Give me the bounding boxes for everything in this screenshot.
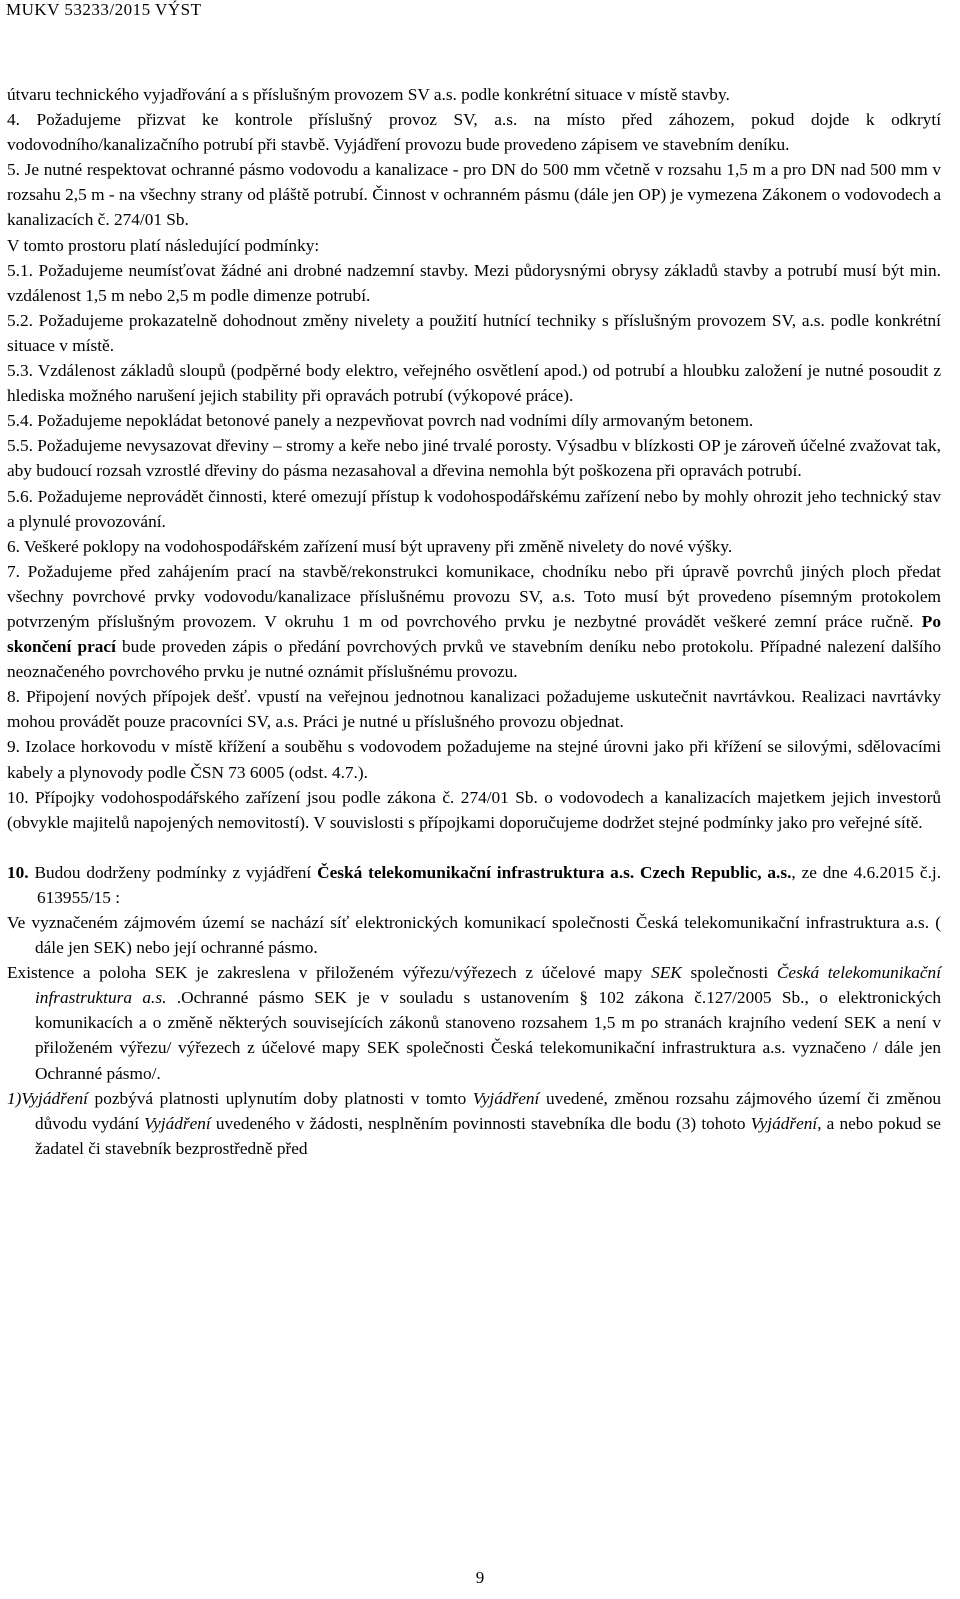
document-body [7, 82, 941, 1161]
sek-paragraph-2 [7, 960, 941, 1085]
paragraph: útvaru technického vyjadřování a s příslušným provozem SV a.s. podle konkrétní situace v místě stavby. [7, 85, 730, 104]
italic-run: Česká telekomunikační infrastruktura a.s. [35, 963, 941, 1008]
paragraph: 5.4. Požadujeme nepokládat betonové panely a nezpevňovat povrch nad vodními díly armovaným betonem. [7, 411, 754, 431]
document-header: MUKV 53233/2015 VÝST [6, 0, 202, 19]
text-run: a nebo pokud se žadatel či stavebník bezprostředně před [35, 1113, 941, 1158]
text-run: pozbývá platnosti uplynutím doby platnosti v tomto [87, 1088, 473, 1108]
sek-paragraph-3 [7, 1086, 941, 1161]
text-run: uvedeného v žádosti, nesplněním povinnosti stavebníka dle bodu (3) tohoto [210, 1113, 751, 1133]
paragraph: 5.3. Vzdálenost základů sloupů (podpěrné body elektro, veřejného osvětlení apod.) od potrubí a hloubku založení je nutné posoudit z hlediska možného narušení jejich stability při opravách potrubí (výkopové práce). [7, 361, 941, 406]
text-run: , ze dne 4.6.2015 č.j. 613955/15 : [37, 862, 942, 907]
text-run: bude proveden zápis o předání povrchových prvků ve stavebním deníku nebo protokolu. Případné nalezení dalšího neoznačeného povrchového prvku je nutné oznámit příslušnému provozu. [7, 637, 941, 682]
italic-run: Vyjádření, [750, 1113, 822, 1133]
text-run: .Ochranné pásmo SEK je v souladu s ustanovením § 102 zákona č.127/2005 Sb., o elektronických komunikacích a o změně některých souvisejících zákonů stanoveno rozsahem 1,5 m po stranách krajního vedení SEK a není v přiloženém výřezu/ výřezech z účelové mapy SEK společnosti Česká telekomunikační infrastruktura a.s. vyznačeno / dále jen Ochranné pásmo/. [35, 988, 941, 1083]
italic-run: SEK [651, 963, 682, 983]
italic-run: Vyjádření [144, 1113, 211, 1133]
text-run: společnosti [681, 963, 777, 983]
italic-run: 1)Vyjádření [7, 1088, 88, 1108]
sek-paragraph-1: Ve vyznačeném zájmovém území se nachází síť elektronických komunikací společnosti Česká telekomunikační infrastruktura a.s. ( dále jen SEK) nebo její ochranné pásmo. [7, 913, 941, 958]
paragraph: V tomto prostoru platí následující podmínky: [7, 235, 320, 255]
section-10-heading [7, 860, 941, 910]
text-run: Budou dodrženy podmínky z vyjádření [28, 862, 318, 882]
company-name: Česká telekomunikační infrastruktura a.s. Czech Republic, a.s. [317, 862, 792, 882]
text-run: Existence a poloha SEK je zakreslena v přiloženém výřezu/výřezech z účelové mapy [7, 963, 652, 983]
italic-run: Vyjádření [472, 1088, 540, 1108]
text-run: 7. Požadujeme před zahájením prací na stavbě/rekonstrukci komunikace, chodníku nebo při úpravě povrchů jiných ploch předat všechny povrchové prvky vodovodu/kanalizace příslušnému provozu SV, a.s. Toto musí být provedeno písemným protokolem potvrzeným příslušným provozem. V okruhu 1 m od povrchového prvku je nezbytné provádět veškeré zemní práce ručně. [7, 561, 941, 631]
text-run: uvedené, změnou rozsahu zájmového území či změnou důvodu vydání [35, 1088, 941, 1133]
paragraph-item-7 [7, 559, 941, 684]
paragraph: 5.5. Požadujeme nevysazovat dřeviny – stromy a keře nebo jiné trvalé porosty. Výsadbu v blízkosti OP je zároveň účelné zvažovat tak, aby budoucí rozsah vzrostlé dřeviny do pásma nezasahoval a dřevina nemohla být poškozena při opravách potrubí. [7, 436, 941, 481]
paragraph: 5.2. Požadujeme prokazatelně dohodnout změny nivelety a použití hutnící techniky s příslušným provozem SV, a.s. podle konkrétní situace v místě. [7, 310, 941, 355]
spacer [7, 835, 941, 860]
bold-run: Po skončení prací [7, 611, 941, 657]
paragraph: 8. Připojení nových přípojek dešť. vpustí na veřejnou jednotnou kanalizaci požadujeme uskutečnit navrtávkou. Realizaci navrtávky mohou provádět pouze pracovníci SV, a.s. Práci je nutné u příslušného provozu objednat. [7, 687, 941, 732]
paragraph: 5.1. Požadujeme neumísťovat žádné ani drobné nadzemní stavby. Mezi půdorysnými obrysy základů stavby a potrubí musí být min. vzdálenost 1,5 m nebo 2,5 m podle dimenze potrubí. [7, 260, 941, 305]
paragraph: 4. Požadujeme přizvat ke kontrole příslušný provoz SV, a.s. na místo před záhozem, pokud dojde k odkrytí vodovodního/kanalizačního potrubí při stavbě. Vyjádření provozu bude provedeno zápisem ve stavebním deníku. [7, 110, 941, 155]
paragraph: 10. Přípojky vodohospodářského zařízení jsou podle zákona č. 274/01 Sb. o vodovodech a kanalizacích majetkem jejich investorů (obvykle majitelů napojených nemovitostí). V souvislosti s přípojkami doporučujeme dodržet stejné podmínky jako pro veřejné sítě. [7, 787, 941, 832]
paragraph: 9. Izolace horkovodu v místě křížení a souběhu s vodovodem požadujeme na stejné úrovni jako při křížení se silovými, sdělovacími kabely a plynovody podle ČSN 73 6005 (odst. 4.7.). [7, 737, 941, 782]
paragraph: 5.6. Požadujeme neprovádět činnosti, které omezují přístup k vodohospodářskému zařízení nebo by mohly ohrozit jeho technický stav a plynulé provozování. [7, 486, 941, 531]
paragraph: 6. Veškeré poklopy na vodohospodářském zařízení musí být upraveny při změně nivelety do nové výšky. [7, 536, 733, 556]
section-number: 10. [7, 862, 29, 882]
paragraph: 5. Je nutné respektovat ochranné pásmo vodovodu a kanalizace - pro DN do 500 mm včetně v rozsahu 1,5 m a pro DN nad 500 mm v rozsahu 2,5 m - na všechny strany od pláště potrubí. Činnost v ochranném pásmu (dále jen OP) je vymezena Zákonem o vodovodech a kanalizacích č. 274/01 Sb. [7, 160, 941, 230]
page-number: 9 [475, 1568, 485, 1587]
